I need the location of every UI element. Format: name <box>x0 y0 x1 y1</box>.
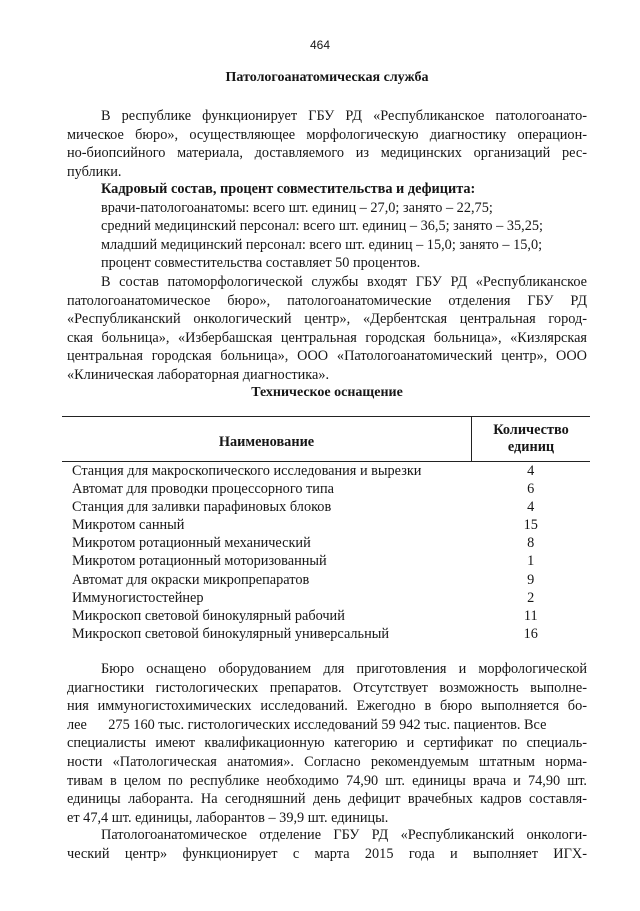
equipment-qty: 1 <box>527 553 535 570</box>
intro-paragraph <box>67 107 587 181</box>
table-row <box>62 534 590 552</box>
equipment-qty: 16 <box>523 625 538 642</box>
table-row <box>62 462 590 481</box>
oncology-paragraph <box>67 826 587 863</box>
text-line: центральная городская больница», ООО «Патологоанатомический центр», ООО <box>67 348 587 365</box>
header-qty <box>472 417 591 462</box>
header-qty-line2: единиц <box>507 439 555 455</box>
bureau-paragraph <box>67 660 587 827</box>
staff-block <box>67 180 587 273</box>
equipment-name: Микротом санный <box>72 517 185 534</box>
text-line: ет 47,4 шт. единицы, лаборантов – 39,9 шт. единицы. <box>67 809 389 826</box>
staff-heading: Кадровый состав, процент совместительства и дефицита: <box>101 181 476 197</box>
equipment-qty: 6 <box>527 481 535 498</box>
page-number: 464 <box>309 38 331 52</box>
equipment-qty: 4 <box>527 499 535 516</box>
staff-line: процент совместительства составляет 50 процентов. <box>101 255 421 272</box>
table-row <box>62 607 590 625</box>
table-row <box>62 516 590 534</box>
text-line: тивам в целом по республике необходимо 74,90 шт. единицы врача и 74,90 шт. <box>67 772 587 789</box>
table-row <box>62 498 590 516</box>
equipment-qty: 2 <box>527 589 535 606</box>
equipment-title: Техническое оснащение <box>251 385 403 400</box>
text-line: Патологоанатомическое отделение ГБУ РД «Республиканский онкологи- <box>101 827 587 843</box>
table-row <box>62 571 590 589</box>
text-line: ческий центр» функционирует с марта 2015 года и выполняет ИГХ- <box>67 845 587 862</box>
text-line: «Клиническая лабораторная диагностика». <box>67 366 330 383</box>
table-row <box>62 625 590 643</box>
equipment-name: Микротом ротационный механический <box>72 535 311 552</box>
equipment-qty: 11 <box>523 607 538 624</box>
text-line: специалисты имеют квалификационную категорию и сертификат по специаль- <box>67 735 587 752</box>
equipment-name: Микротом ротационный моторизованный <box>72 553 327 570</box>
text-line: ния иммуногистохимических исследований. Ежегодно в бюро выполняется бо- <box>67 698 587 715</box>
text-line: единицы лаборанта. На сегодняшний день дефицит врачебных кадров составля- <box>67 791 587 808</box>
equipment-qty: 4 <box>527 463 535 479</box>
section-title: Патологоанатомическая служба <box>225 70 429 85</box>
table-header-row <box>62 417 590 462</box>
equipment-table <box>62 416 590 643</box>
equipment-qty: 8 <box>527 535 535 552</box>
staff-line: младший медицинский персонал: всего шт. единиц – 15,0; занято – 15,0; <box>101 236 543 253</box>
equipment-name: Иммуногистостейнер <box>72 589 204 606</box>
structure-paragraph <box>67 273 587 385</box>
table-row <box>62 480 590 498</box>
text-line: патологоанатомическое бюро», патологоанатомические отделения ГБУ РД <box>67 292 587 309</box>
equipment-name: Автомат для окраски микропрепаратов <box>72 571 310 588</box>
table-row <box>62 552 590 570</box>
text-line: ская больница», «Избербашская центральная городская больница», «Кизлярская <box>67 329 587 346</box>
text-line: лее 275 160 тыс. гистологических исследований 59 942 тыс. пациентов. Все <box>67 716 547 733</box>
text-line: «Республиканский онкологический центр», «Дербентская центральная город- <box>67 311 587 328</box>
header-qty-line1: Количество <box>493 422 569 438</box>
equipment-name: Микроскоп световой бинокулярный универсальный <box>72 625 389 642</box>
text-line: В республике функционирует ГБУ РД «Республиканское патологоанато- <box>101 108 587 124</box>
text-line: но-биопсийного материала, доставляемого из медицинских организаций рес- <box>67 145 587 162</box>
text-line: ности «Патологическая анатомия». Согласно рекомендуемым штатным норма- <box>67 753 587 770</box>
text-line: Бюро оснащено оборудованием для приготовления и морфологической <box>101 661 587 677</box>
equipment-qty: 15 <box>523 517 538 534</box>
equipment-qty: 9 <box>527 571 535 588</box>
staff-line: врачи-патологоанатомы: всего шт. единиц – 27,0; занято – 22,75; <box>101 199 493 216</box>
equipment-name: Микроскоп световой бинокулярный рабочий <box>72 607 345 624</box>
text-line: В состав патоморфологической службы входят ГБУ РД «Республиканское <box>101 274 587 290</box>
text-line: публики. <box>67 163 122 180</box>
equipment-name: Станция для заливки парафиновых блоков <box>72 499 332 516</box>
equipment-name: Станция для макроскопического исследования и вырезки <box>72 463 422 479</box>
table-row <box>62 589 590 607</box>
text-line: мическое бюро», осуществляющее морфологическую диагностику операцион- <box>67 126 587 143</box>
header-name: Наименование <box>62 417 472 462</box>
equipment-name: Автомат для проводки процессорного типа <box>72 481 334 498</box>
staff-line: средний медицинский персонал: всего шт. единиц – 36,5; занято – 35,25; <box>101 218 544 235</box>
text-line: диагностики гистологических препаратов. Отсутствует возможность выполне- <box>67 679 587 696</box>
